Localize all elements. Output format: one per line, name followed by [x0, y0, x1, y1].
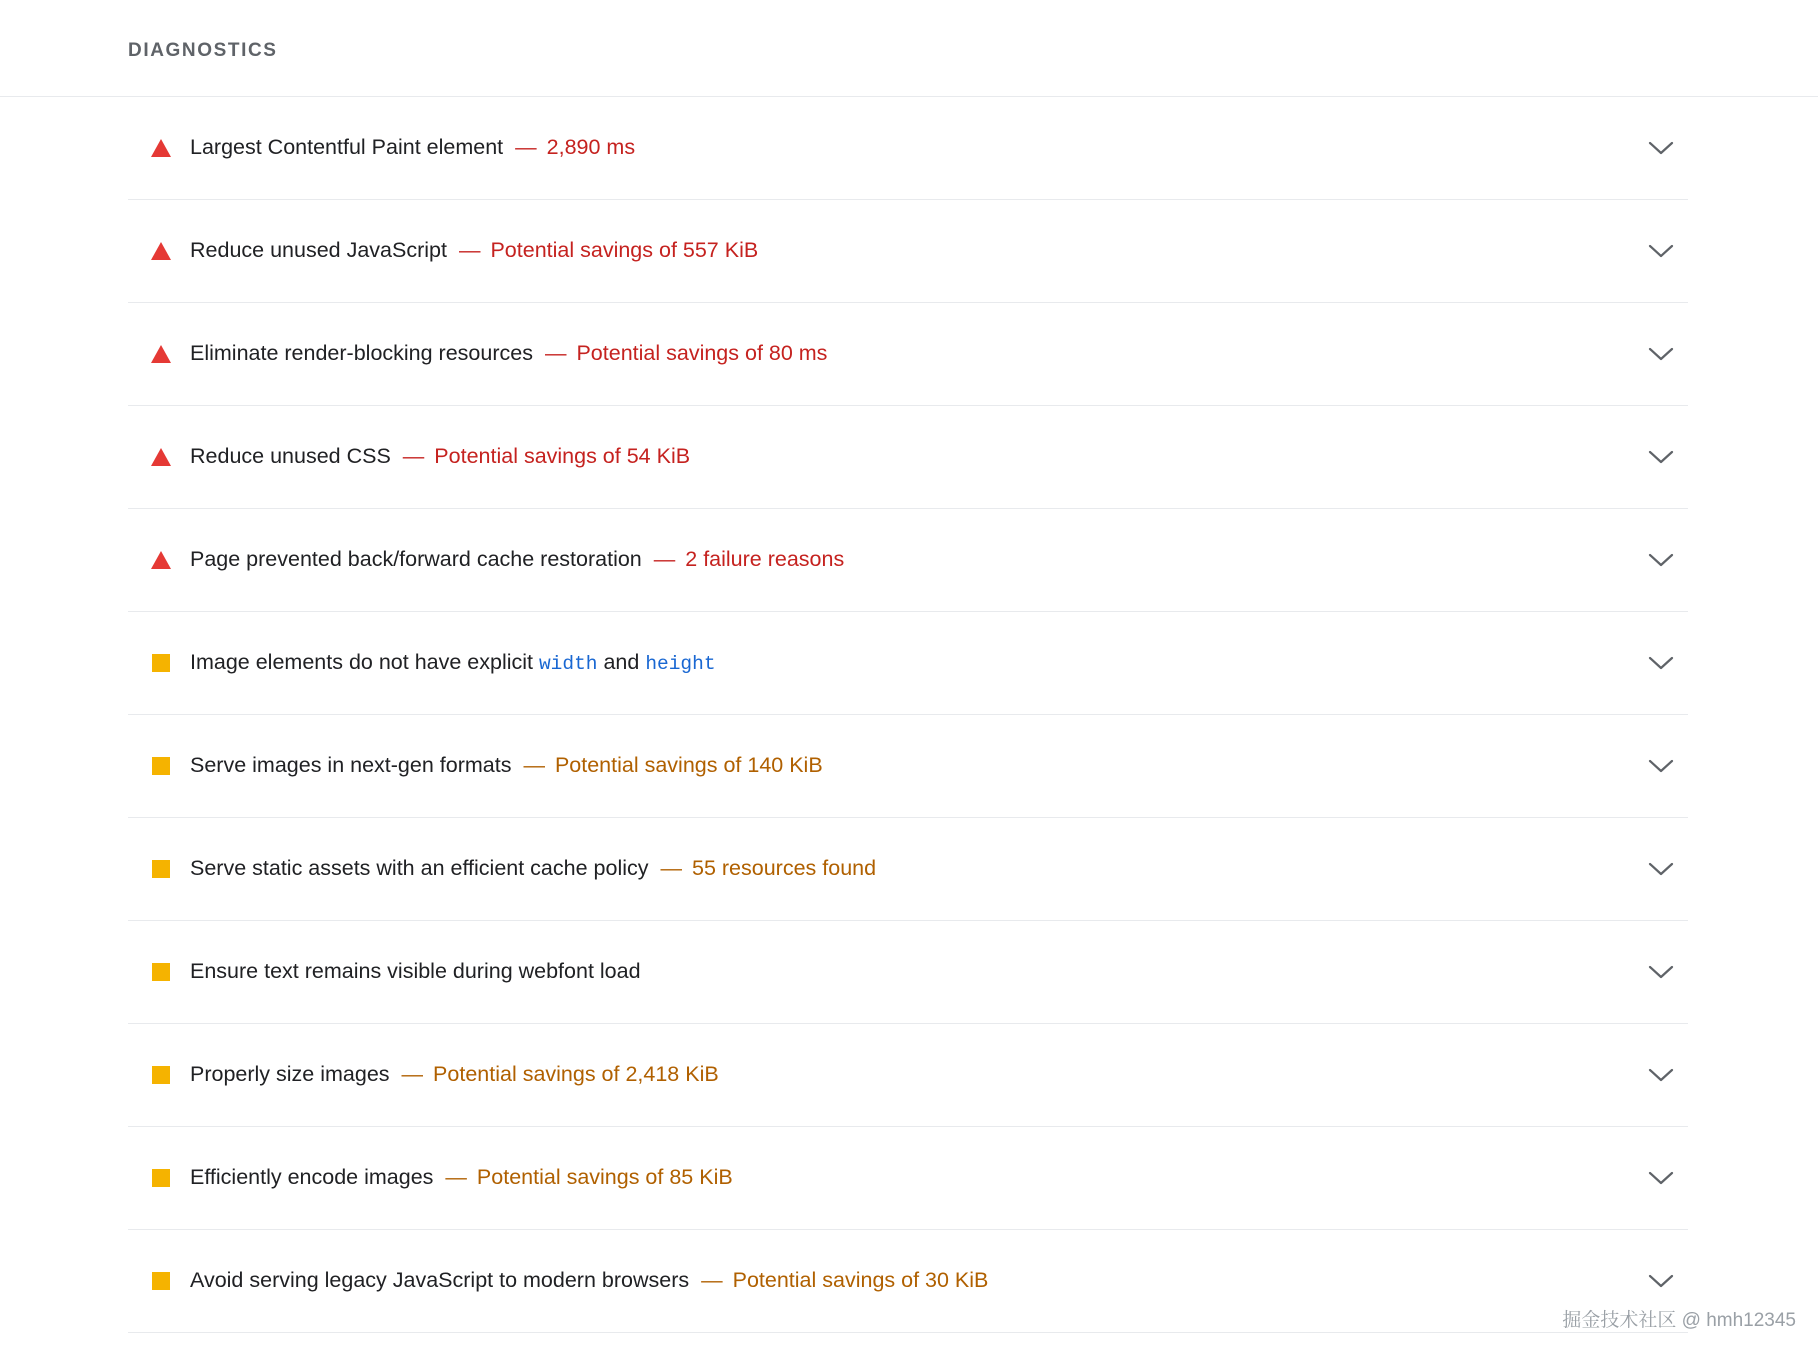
audit-metric [661, 856, 877, 880]
square-average-icon [150, 961, 172, 983]
page-title: DIAGNOSTICS [128, 40, 278, 61]
audit-code-width: width [538, 653, 598, 676]
audit-title [190, 854, 1644, 883]
audit-title [190, 1060, 1644, 1089]
audit-row[interactable] [128, 818, 1688, 921]
chevron-down-icon[interactable] [1644, 1161, 1678, 1195]
audit-title [190, 1163, 1644, 1192]
square-average-icon [150, 1270, 172, 1292]
audit-metric [701, 1268, 988, 1292]
triangle-fail-icon [150, 137, 172, 159]
audit-title-text: Serve static assets with an efficient cache policy [190, 856, 649, 881]
audit-row[interactable] [128, 1230, 1688, 1333]
watermark: 掘金技术社区 @ hmh12345 [1562, 1310, 1796, 1331]
triangle-fail-icon [150, 446, 172, 468]
chevron-down-icon[interactable] [1644, 955, 1678, 989]
audit-title [190, 751, 1644, 780]
audit-title-conjunction: and [597, 650, 646, 675]
audit-metric-value: Potential savings of 2,418 KiB [433, 1062, 719, 1087]
audit-row[interactable] [128, 715, 1688, 818]
audit-metric-dash: — [653, 547, 676, 572]
audit-metric [403, 444, 690, 468]
audit-title-text: Image elements do not have explicit [190, 650, 539, 675]
audit-row[interactable] [128, 1127, 1688, 1230]
square-average-icon [150, 652, 172, 674]
audit-metric-dash: — [401, 1062, 424, 1087]
audit-metric-dash: — [544, 341, 567, 366]
audit-title-text: Ensure text remains visible during webfont load [190, 959, 641, 984]
audit-metric-value: 2 failure reasons [685, 547, 845, 572]
triangle-fail-icon [150, 343, 172, 365]
audit-row[interactable] [128, 1024, 1688, 1127]
square-average-icon [150, 858, 172, 880]
chevron-down-icon[interactable] [1644, 337, 1678, 371]
audit-row[interactable] [128, 509, 1688, 612]
chevron-down-icon[interactable] [1644, 131, 1678, 165]
audit-metric-dash: — [701, 1268, 723, 1293]
audit-metric [523, 753, 822, 777]
chevron-down-icon[interactable] [1644, 646, 1678, 680]
audit-metric [654, 547, 844, 571]
audit-title-text: Properly size images [190, 1062, 390, 1087]
audit-title [190, 545, 1644, 574]
audit-metric-value: Potential savings of 80 ms [576, 341, 828, 366]
audit-metric-value: Potential savings of 140 KiB [554, 753, 823, 778]
square-average-icon [150, 1064, 172, 1086]
chevron-down-icon[interactable] [1644, 852, 1678, 886]
audit-metric-value: Potential savings of 30 KiB [732, 1268, 989, 1293]
audit-metric-dash: — [445, 1165, 467, 1190]
audit-title [190, 648, 1644, 677]
audit-row[interactable] [128, 97, 1688, 200]
audit-title-text: Eliminate render-blocking resources [190, 341, 533, 366]
audit-metric-dash: — [402, 444, 425, 469]
audit-code-height: height [645, 653, 716, 676]
audit-title [190, 236, 1644, 265]
audit-metric [459, 238, 758, 262]
audit-row[interactable] [128, 200, 1688, 303]
audit-title-text: Efficiently encode images [190, 1165, 434, 1190]
audit-row[interactable] [128, 612, 1688, 715]
square-average-icon [150, 1167, 172, 1189]
square-average-icon [150, 755, 172, 777]
audit-title-text: Serve images in next-gen formats [190, 753, 512, 778]
audit-title [190, 442, 1644, 471]
audit-metric [445, 1165, 732, 1189]
audit-title-text: Page prevented back/forward cache restoration [190, 547, 642, 572]
audit-title-text: Avoid serving legacy JavaScript to modern browsers [190, 1268, 690, 1293]
audit-row[interactable] [128, 303, 1688, 406]
audit-metric-value: 55 resources found [692, 856, 877, 881]
audit-title-text: Reduce unused JavaScript [190, 238, 447, 263]
audit-metric-value: Potential savings of 557 KiB [490, 238, 759, 263]
audit-title [190, 957, 1644, 986]
chevron-down-icon[interactable] [1644, 1264, 1678, 1298]
audit-metric-value: Potential savings of 85 KiB [476, 1165, 733, 1190]
diagnostics-audit-list [0, 96, 1818, 1333]
chevron-down-icon[interactable] [1644, 440, 1678, 474]
audit-title [190, 339, 1644, 368]
audit-metric-value: 2,890 ms [546, 135, 636, 160]
audit-metric-dash: — [458, 238, 481, 263]
audit-metric-dash: — [515, 135, 537, 160]
audit-title [190, 1266, 1644, 1295]
audit-metric-value: Potential savings of 54 KiB [434, 444, 691, 469]
audit-metric-dash: — [523, 753, 545, 778]
audit-metric [402, 1062, 719, 1086]
audit-title-text: Reduce unused CSS [190, 444, 391, 469]
audit-metric-dash: — [660, 856, 682, 881]
chevron-down-icon[interactable] [1644, 749, 1678, 783]
audit-title-text: Largest Contentful Paint element [190, 135, 504, 160]
audit-metric [515, 135, 635, 159]
audit-row[interactable] [128, 406, 1688, 509]
audit-row[interactable] [128, 921, 1688, 1024]
chevron-down-icon[interactable] [1644, 1058, 1678, 1092]
audit-metric [545, 341, 827, 365]
chevron-down-icon[interactable] [1644, 234, 1678, 268]
triangle-fail-icon [150, 240, 172, 262]
triangle-fail-icon [150, 549, 172, 571]
chevron-down-icon[interactable] [1644, 543, 1678, 577]
audit-title [190, 133, 1644, 162]
